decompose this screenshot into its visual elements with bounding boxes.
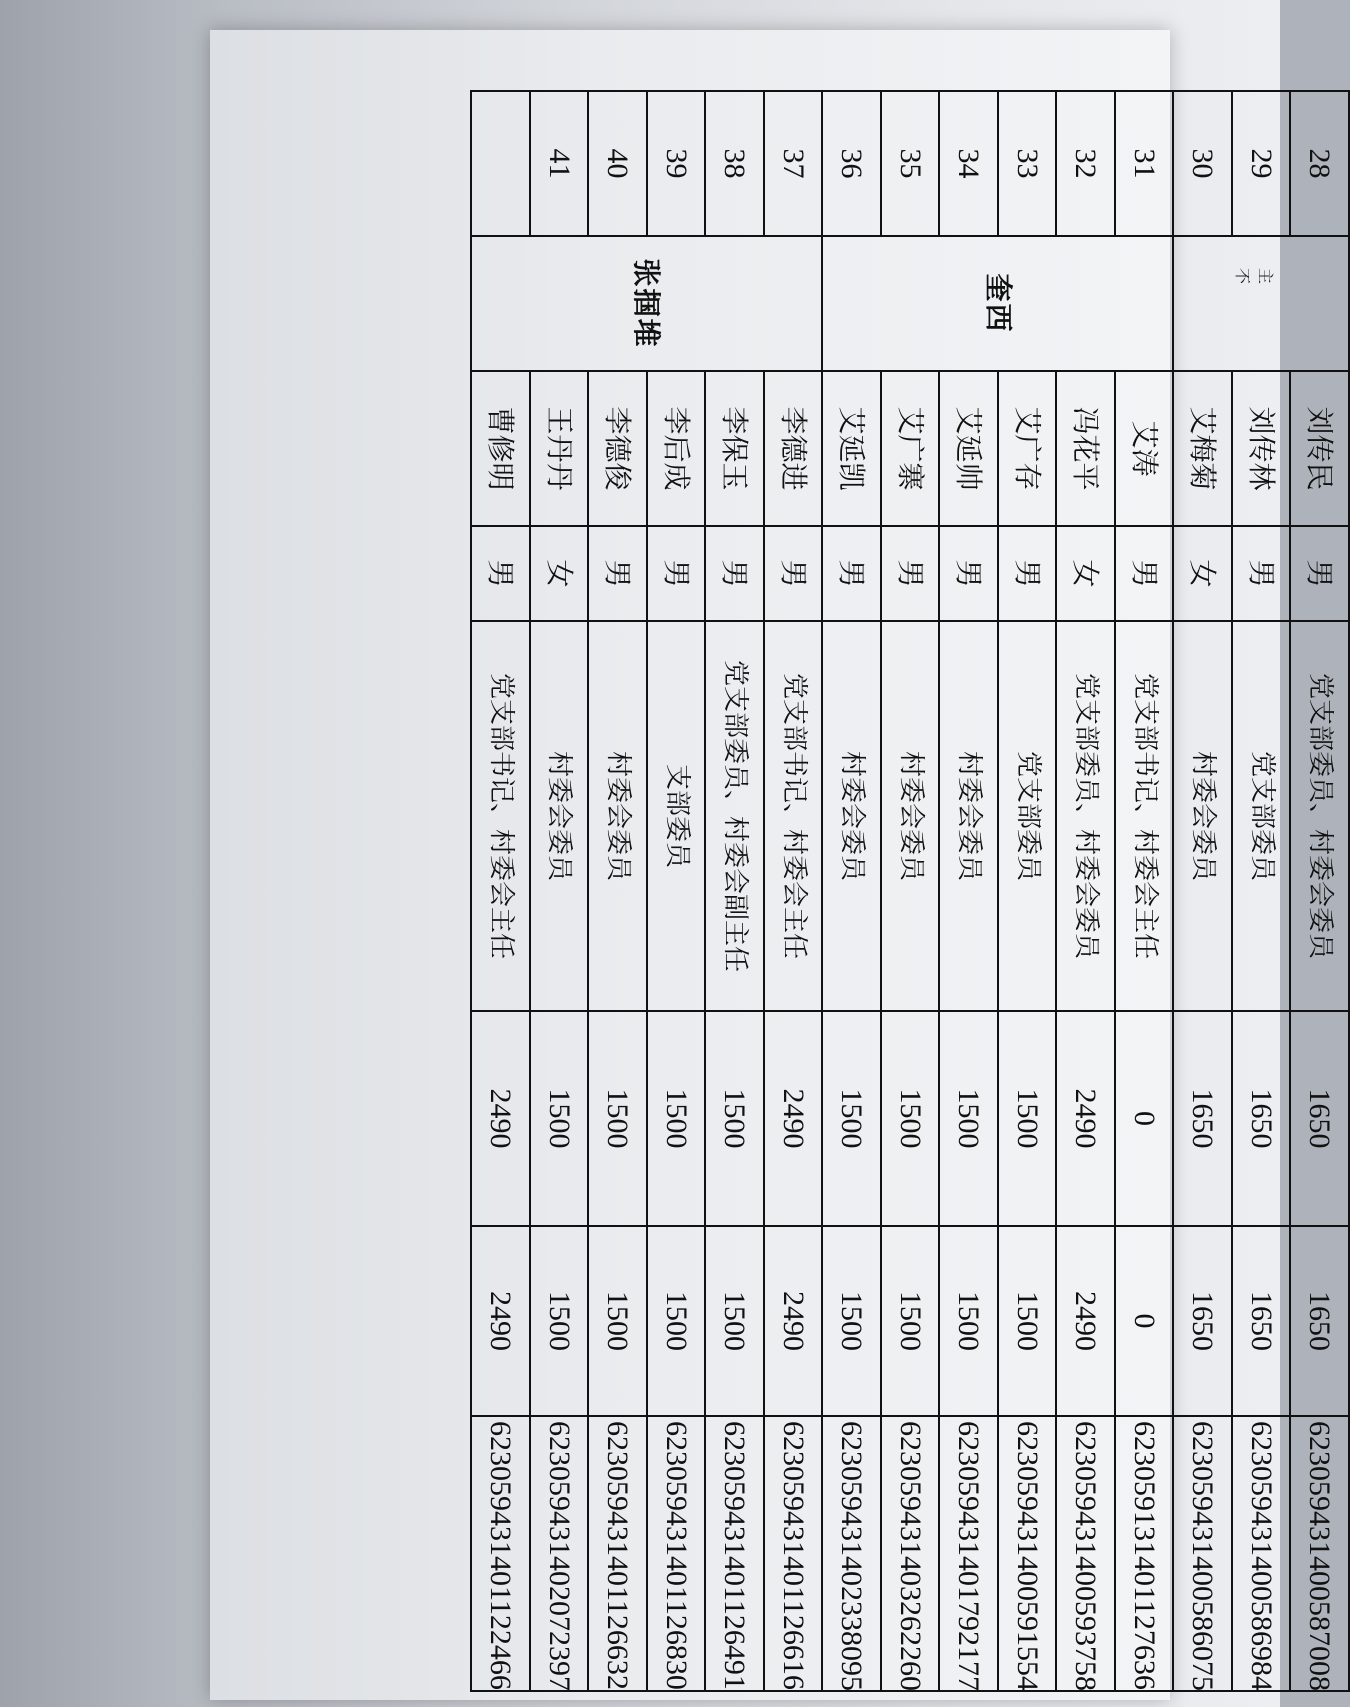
amount-total-cell: 1500 xyxy=(647,1226,706,1416)
account-number-cell: 623059431403262260 xyxy=(881,1416,940,1691)
amount-cell: 1650 xyxy=(1290,1011,1349,1226)
village-cell: 张掴堆 xyxy=(471,236,822,371)
role-cell: 党支部委员、村委会副主任 xyxy=(705,621,764,1011)
account-number-cell: 623059431400591554 xyxy=(998,1416,1057,1691)
name-cell: 冯花平 xyxy=(1056,371,1115,526)
row-number-cell: 30 xyxy=(1173,91,1232,236)
name-cell: 艾广存 xyxy=(998,371,1057,526)
name-cell: 艾涛 xyxy=(1115,371,1174,526)
table-row xyxy=(1290,91,1349,1691)
role-cell: 支部委员 xyxy=(647,621,706,1011)
table-row xyxy=(764,91,823,1691)
account-number-cell: 623059431401122466 xyxy=(471,1416,530,1691)
amount-total-cell: 1650 xyxy=(1290,1226,1349,1416)
name-cell: 艾广寨 xyxy=(881,371,940,526)
name-cell: 艾延帅 xyxy=(939,371,998,526)
row-number-cell: 35 xyxy=(881,91,940,236)
amount-total-cell: 1650 xyxy=(1232,1226,1291,1416)
amount-total-cell: 1650 xyxy=(1173,1226,1232,1416)
name-cell: 李保玉 xyxy=(705,371,764,526)
amount-total-cell: 1500 xyxy=(881,1226,940,1416)
gender-cell: 男 xyxy=(705,526,764,621)
account-number-cell: 623059431401126491 xyxy=(705,1416,764,1691)
account-number-cell: 623059431401126830 xyxy=(647,1416,706,1691)
amount-total-cell: 2490 xyxy=(764,1226,823,1416)
name-cell: 刘传民 xyxy=(1290,371,1349,526)
table-row xyxy=(1115,91,1174,1691)
row-number-cell xyxy=(471,91,530,236)
name-cell: 曹修明 xyxy=(471,371,530,526)
paper-sheet xyxy=(210,30,1337,1700)
roster-table-body xyxy=(471,91,1349,1691)
row-number-cell: 39 xyxy=(647,91,706,236)
gender-cell: 男 xyxy=(998,526,1057,621)
role-cell: 党支部委员 xyxy=(1232,621,1291,1011)
account-number-cell: 623059431402072397 xyxy=(530,1416,589,1691)
amount-cell: 2490 xyxy=(764,1011,823,1226)
gender-cell: 男 xyxy=(822,526,881,621)
row-number-cell: 33 xyxy=(998,91,1057,236)
account-number-cell: 623059431400593758 xyxy=(1056,1416,1115,1691)
role-cell: 党支部书记、村委会主任 xyxy=(1115,621,1174,1011)
name-cell: 王丹丹 xyxy=(530,371,589,526)
amount-total-cell: 1500 xyxy=(705,1226,764,1416)
name-cell: 艾梅菊 xyxy=(1173,371,1232,526)
name-cell: 艾延凯 xyxy=(822,371,881,526)
amount-total-cell: 1500 xyxy=(588,1226,647,1416)
row-number-cell: 40 xyxy=(588,91,647,236)
amount-cell: 0 xyxy=(1115,1011,1174,1226)
account-number-cell: 623059431400586984 xyxy=(1232,1416,1291,1691)
gender-cell: 女 xyxy=(1056,526,1115,621)
gender-cell: 女 xyxy=(530,526,589,621)
row-number-cell: 37 xyxy=(764,91,823,236)
name-cell: 李德俊 xyxy=(588,371,647,526)
roster-table xyxy=(470,90,1350,1692)
name-cell: 刘传林 xyxy=(1232,371,1291,526)
role-cell: 党支部书记、村委会主任 xyxy=(764,621,823,1011)
name-cell: 李德进 xyxy=(764,371,823,526)
gender-cell: 男 xyxy=(588,526,647,621)
amount-cell: 1500 xyxy=(822,1011,881,1226)
amount-cell: 2490 xyxy=(1056,1011,1115,1226)
amount-total-cell: 1500 xyxy=(822,1226,881,1416)
amount-cell: 1500 xyxy=(647,1011,706,1226)
amount-cell: 1500 xyxy=(998,1011,1057,1226)
role-cell: 村委会委员 xyxy=(530,621,589,1011)
amount-total-cell: 1500 xyxy=(530,1226,589,1416)
gender-cell: 女 xyxy=(1173,526,1232,621)
account-number-cell: 623059431400586075 xyxy=(1173,1416,1232,1691)
role-cell: 党支部委员、村委会委员 xyxy=(1056,621,1115,1011)
amount-cell: 2490 xyxy=(471,1011,530,1226)
amount-cell: 1650 xyxy=(1232,1011,1291,1226)
gender-cell: 男 xyxy=(1290,526,1349,621)
role-cell: 村委会委员 xyxy=(939,621,998,1011)
row-number-cell: 41 xyxy=(530,91,589,236)
name-cell: 李后成 xyxy=(647,371,706,526)
rotated-table-container xyxy=(470,90,1350,1690)
row-number-cell: 32 xyxy=(1056,91,1115,236)
village-cell xyxy=(1173,236,1349,371)
account-number-cell: 623059431402338095 xyxy=(822,1416,881,1691)
row-number-cell: 38 xyxy=(705,91,764,236)
gender-cell: 男 xyxy=(647,526,706,621)
row-number-cell: 28 xyxy=(1290,91,1349,236)
amount-cell: 1650 xyxy=(1173,1011,1232,1226)
amount-cell: 1500 xyxy=(705,1011,764,1226)
amount-cell: 1500 xyxy=(530,1011,589,1226)
gender-cell: 男 xyxy=(939,526,998,621)
role-cell: 党支部书记、村委会主任 xyxy=(471,621,530,1011)
amount-total-cell: 1500 xyxy=(939,1226,998,1416)
role-cell: 党支部委员、村委会委员 xyxy=(1290,621,1349,1011)
amount-total-cell: 1500 xyxy=(998,1226,1057,1416)
gender-cell: 男 xyxy=(764,526,823,621)
gender-cell: 男 xyxy=(471,526,530,621)
gender-cell: 男 xyxy=(1115,526,1174,621)
role-cell: 村委会委员 xyxy=(881,621,940,1011)
row-number-cell: 36 xyxy=(822,91,881,236)
row-number-cell: 29 xyxy=(1232,91,1291,236)
gender-cell: 男 xyxy=(881,526,940,621)
account-number-cell: 623059431401126632 xyxy=(588,1416,647,1691)
header-note: 主不 xyxy=(1233,268,1275,285)
account-number-cell: 623059431401126616 xyxy=(764,1416,823,1691)
row-number-cell: 34 xyxy=(939,91,998,236)
row-number-cell: 31 xyxy=(1115,91,1174,236)
role-cell: 党支部委员 xyxy=(998,621,1057,1011)
gender-cell: 男 xyxy=(1232,526,1291,621)
amount-cell: 1500 xyxy=(939,1011,998,1226)
role-cell: 村委会委员 xyxy=(1173,621,1232,1011)
role-cell: 村委会委员 xyxy=(588,621,647,1011)
amount-total-cell: 2490 xyxy=(471,1226,530,1416)
amount-total-cell: 0 xyxy=(1115,1226,1174,1416)
amount-cell: 1500 xyxy=(588,1011,647,1226)
account-number-cell: 623059131401127636 xyxy=(1115,1416,1174,1691)
account-number-cell: 623059431401792177 xyxy=(939,1416,998,1691)
amount-cell: 1500 xyxy=(881,1011,940,1226)
account-number-cell: 623059431400587008 xyxy=(1290,1416,1349,1691)
role-cell: 村委会委员 xyxy=(822,621,881,1011)
village-cell: 奎西 xyxy=(822,236,1173,371)
amount-total-cell: 2490 xyxy=(1056,1226,1115,1416)
